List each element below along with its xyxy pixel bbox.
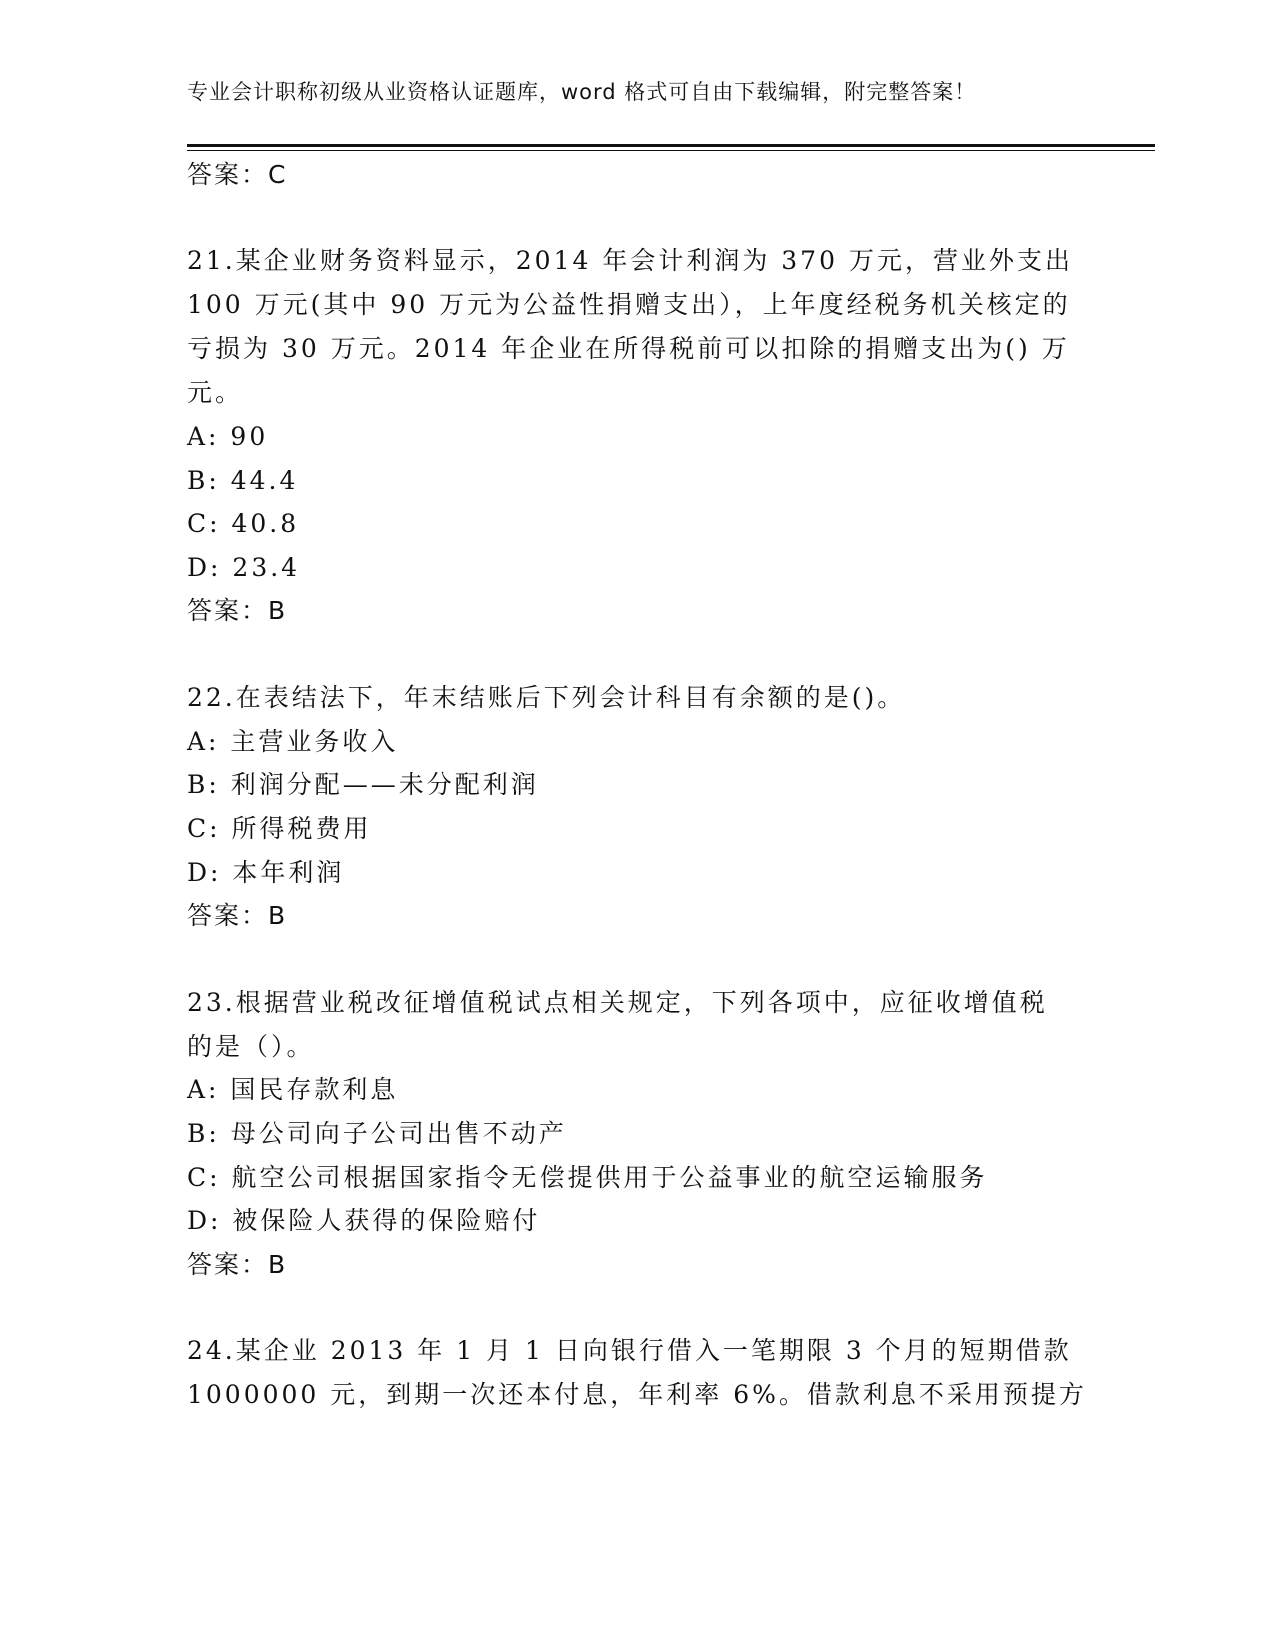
option-c: C: 航空公司根据国家指令无偿提供用于公益事业的航空运输服务	[187, 1163, 988, 1192]
question-text-line: 100 万元(其中 90 万元为公益性捐赠支出），上年度经税务机关核定的	[187, 290, 1071, 319]
option-d: D: 本年利润	[187, 858, 345, 887]
question-text-line: 亏损为 30 万元。2014 年企业在所得税前可以扣除的捐赠支出为() 万	[187, 334, 1070, 363]
answer-line: 答案：B	[187, 1250, 288, 1279]
question-text-line: 24.某企业 2013 年 1 月 1 日向银行借入一笔期限 3 个月的短期借款	[187, 1336, 1072, 1365]
page-header: 专业会计职称初级从业资格认证题库，word 格式可自由下载编辑，附完整答案！	[187, 80, 977, 104]
option-b: B: 母公司向子公司出售不动产	[187, 1119, 567, 1148]
header-divider-thin	[187, 150, 1155, 151]
question-text-line: 1000000 元，到期一次还本付息，年利率 6%。借款利息不采用预提方	[187, 1380, 1087, 1409]
answer-line: 答案：B	[187, 901, 288, 930]
question-text-line: 22.在表结法下，年末结账后下列会计科目有余额的是()。	[187, 683, 906, 712]
answer-line: 答案：C	[187, 160, 288, 189]
option-c: C: 40.8	[187, 509, 300, 538]
question-text-line: 23.根据营业税改征增值税试点相关规定，下列各项中，应征收增值税	[187, 988, 1048, 1017]
header-divider	[187, 144, 1155, 147]
question-text-line: 的是（）。	[187, 1032, 315, 1061]
answer-line: 答案：B	[187, 596, 288, 625]
question-text-line: 21.某企业财务资料显示，2014 年会计利润为 370 万元，营业外支出	[187, 246, 1073, 275]
option-a: A: 国民存款利息	[187, 1075, 399, 1104]
question-text-line: 元。	[187, 378, 244, 407]
option-b: B: 44.4	[187, 466, 299, 495]
option-d: D: 23.4	[187, 553, 301, 582]
option-b: B: 利润分配——未分配利润	[187, 770, 539, 799]
option-a: A: 90	[187, 422, 269, 451]
option-a: A: 主营业务收入	[187, 727, 399, 756]
option-c: C: 所得税费用	[187, 814, 372, 843]
option-d: D: 被保险人获得的保险赔付	[187, 1206, 541, 1235]
